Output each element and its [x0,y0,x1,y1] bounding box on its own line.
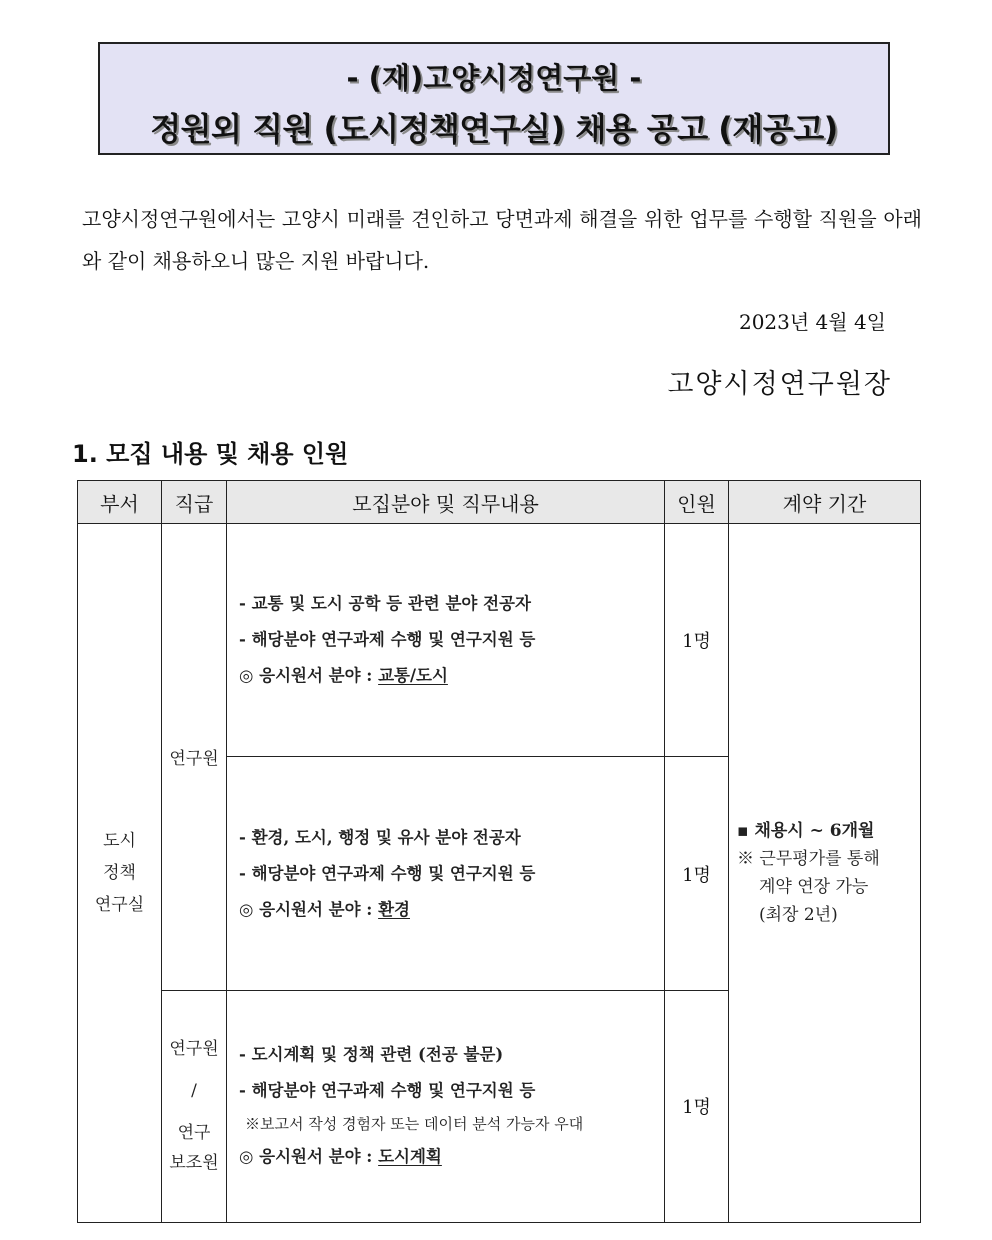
header-period: 계약 기간 [729,481,921,524]
head-count: 1명 [682,1097,711,1119]
field-value: 도시계획 [378,1147,442,1167]
application-field [239,892,664,928]
title-announcement: 정원외 직원 (도시정책연구실) 채용 공고 (재공고) [150,110,838,148]
application-field [239,1139,664,1175]
header-department: 부서 [78,481,162,524]
period-note: ※ 근무평가를 통해 [737,849,880,870]
title-box [98,42,890,155]
application-field [239,658,664,694]
duty-line: - 교통 및 도시 공학 등 관련 분야 전공자 [239,594,531,614]
recruitment-table [77,480,921,1223]
period-note: 계약 연장 가능 [759,877,869,898]
preference-note: ※보고서 작성 경험자 또는 데이터 분석 가능자 우대 [245,1115,584,1134]
count-cell [665,990,729,1222]
rank-label: 연구원 [169,749,219,770]
duties-cell [227,524,665,757]
count-cell [665,524,729,757]
department-line: 정책 [103,863,136,884]
department-line: 연구실 [94,895,145,916]
rank-line: 연구원 [169,1039,219,1060]
period-note: (최장 2년) [759,905,838,926]
field-label: ◎ 응시원서 분야 : [239,666,379,686]
period-cell [729,524,921,1223]
intro-paragraph: 고양시정연구원에서는 고양시 미래를 견인하고 당면과제 해결을 위한 업무를 수행할 직원을 아래와 같이 채용하오니 많은 지원 바랍니다. [82,207,922,273]
section-title: 1. 모집 내용 및 채용 인원 [72,440,349,468]
duty-line: - 환경, 도시, 행정 및 유사 분야 전공자 [239,827,521,847]
rank-line: / [191,1081,197,1102]
header-duties: 모집분야 및 직무내용 [227,481,665,524]
duty-line: - 해당분야 연구과제 수행 및 연구지원 등 [239,1081,536,1101]
period-main: ▪ 채용시 ~ 6개월 [737,821,875,842]
header-count: 인원 [665,481,729,524]
rank-cell [162,990,227,1222]
duty-line: - 도시계획 및 정책 관련 (전공 불문) [239,1045,504,1065]
duties-cell [227,990,665,1222]
field-label: ◎ 응시원서 분야 : [239,899,379,919]
field-label: ◎ 응시원서 분야 : [239,1147,379,1167]
rank-line: 연구 [177,1123,211,1144]
rank-cell [162,524,227,991]
title-organization: - (재)고양시정연구원 - [346,61,642,95]
duty-line: - 해당분야 연구과제 수행 및 연구지원 등 [239,863,536,883]
header-rank: 직급 [162,481,227,524]
head-count: 1명 [682,864,711,886]
department-cell [78,524,162,1223]
announcement-date: 2023년 4월 4일 [738,310,886,334]
duty-line: - 해당분야 연구과제 수행 및 연구지원 등 [239,630,536,650]
signer: 고양시정연구원장 [667,369,892,400]
rank-line: 보조원 [169,1153,219,1174]
field-value: 환경 [378,899,410,919]
field-value: 교통/도시 [378,666,448,686]
table-header-row [78,481,921,524]
department-line: 도시 [103,831,136,852]
head-count: 1명 [682,631,711,653]
count-cell [665,757,729,990]
duties-cell [227,757,665,990]
table-row [78,524,921,757]
